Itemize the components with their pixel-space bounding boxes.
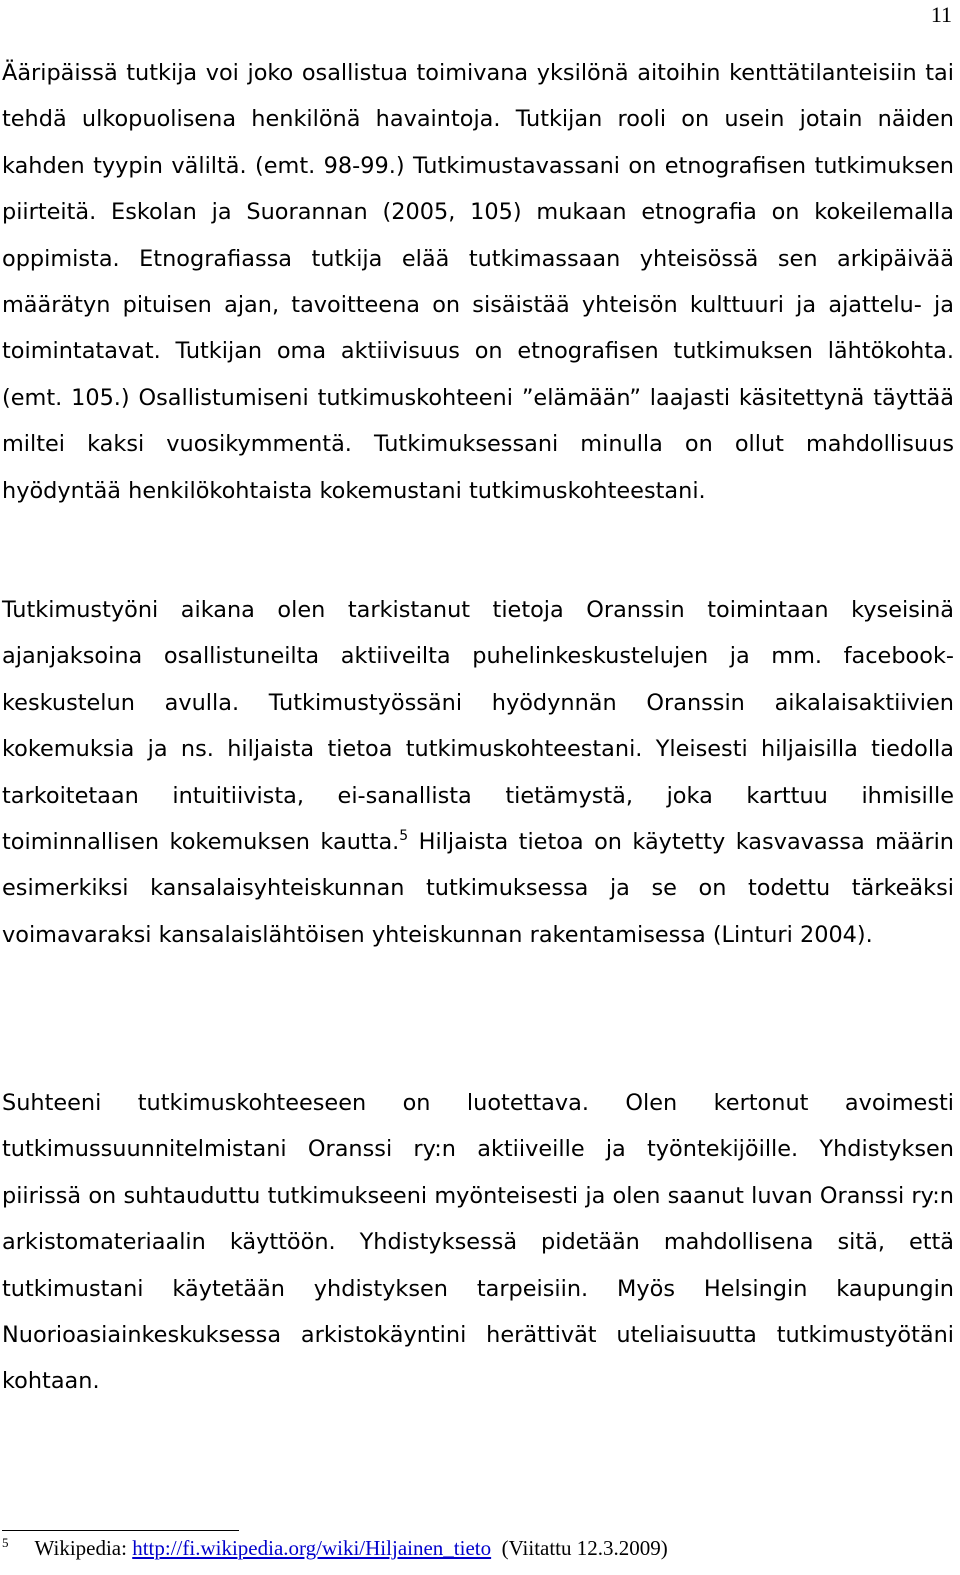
paragraph-2-text-start: Tutkimustyöni aikana olen tarkistanut tietoja Oranssin toimintaan kyseisinä ajanjaksoina osallistuneilta aktiiveilta puhelinkeskustelujen ja mm. facebook-keskustelun avulla. Tutkimustyössäni hyödynnän Oranssin aikalaisaktiivien kokemuksia ja ns. hiljaista tietoa tutkimuskohteestani. Yleisesti hiljaisilla tiedolla tarkoitetaan intuitiivista, ei-sanallista tietämystä, joka karttuu ihmisille toiminnallisen kokemuksen kautta. xyxy=(2,597,954,856)
footnote xyxy=(2,1533,668,1563)
paragraph-1: Ääripäissä tutkija voi joko osallistua toimivana yksilönä aitoihin kenttätilanteisiin tai tehdä ulkopuolisena henkilönä havaintoja. Tutkijan rooli on usein jotain näiden kahden tyypin väliltä. (emt. 98-99.) Tutkimustavassani on etnografisen tutkimuksen piirteitä. Eskolan ja Suorannan (2005, 105) mukaan etnografia on kokeilemalla oppimista. Etnografiassa tutkija elää tutkimassaan yhteisössä sen arkipäivää määrätyn pituisen ajan, tavoitteena on sisäistää yhteisön kulttuuri ja ajattelu- ja toimintatavat. Tutkijan oma aktiivisuus on etnografisen tutkimuksen lähtökohta. (emt. 105.) Osallistumiseni tutkimuskohteeni ”elämään” laajasti käsitettynä täyttää miltei kaksi vuosikymmentä. Tutkimuksessani minulla on ollut mahdollisuus hyödyntää henkilökohtaista kokemustani tutkimuskohteestani. xyxy=(2,60,954,504)
page-number: 11 xyxy=(930,2,952,27)
footnote-separator xyxy=(2,1530,239,1531)
footnote-source: Wikipedia: xyxy=(34,1536,133,1560)
footnote-cited-date: (Viitattu 12.3.2009) xyxy=(501,1536,668,1560)
footnote-reference: 5 xyxy=(399,828,409,845)
paragraph-2 xyxy=(2,587,954,958)
footnote-link[interactable]: http://fi.wikipedia.org/wiki/Hiljainen_tieto xyxy=(132,1536,492,1560)
paragraph-2-text-end: Hiljaista tietoa on käytetty kasvavassa määrin esimerkiksi kansalaisyhteiskunnan tutkimuksessa ja se on todettu tärkeäksi voimavaraksi kansalaislähtöisen yhteiskunnan rakentamisessa (Linturi 2004). xyxy=(2,829,954,948)
footnote-number: 5 xyxy=(2,1535,9,1550)
paragraph-3: Suhteeni tutkimuskohteeseen on luotettava. Olen kertonut avoimesti tutkimussuunnitelmistani Oranssi ry:n aktiiveille ja työntekijöille. Yhdistyksen piirissä on suhtauduttu tutkimukseeni myönteisesti ja olen saanut luvan Oranssi ry:n arkistomateriaalin käyttöön. Yhdistyksessä pidetään mahdollisena sitä, että tutkimustani käytetään yhdistyksen tarpeisiin. Myös Helsingin kaupungin Nuorioasiainkeskuksessa arkistokäyntini herättivät uteliaisuutta tutkimustyötäni kohtaan. xyxy=(2,1090,954,1395)
